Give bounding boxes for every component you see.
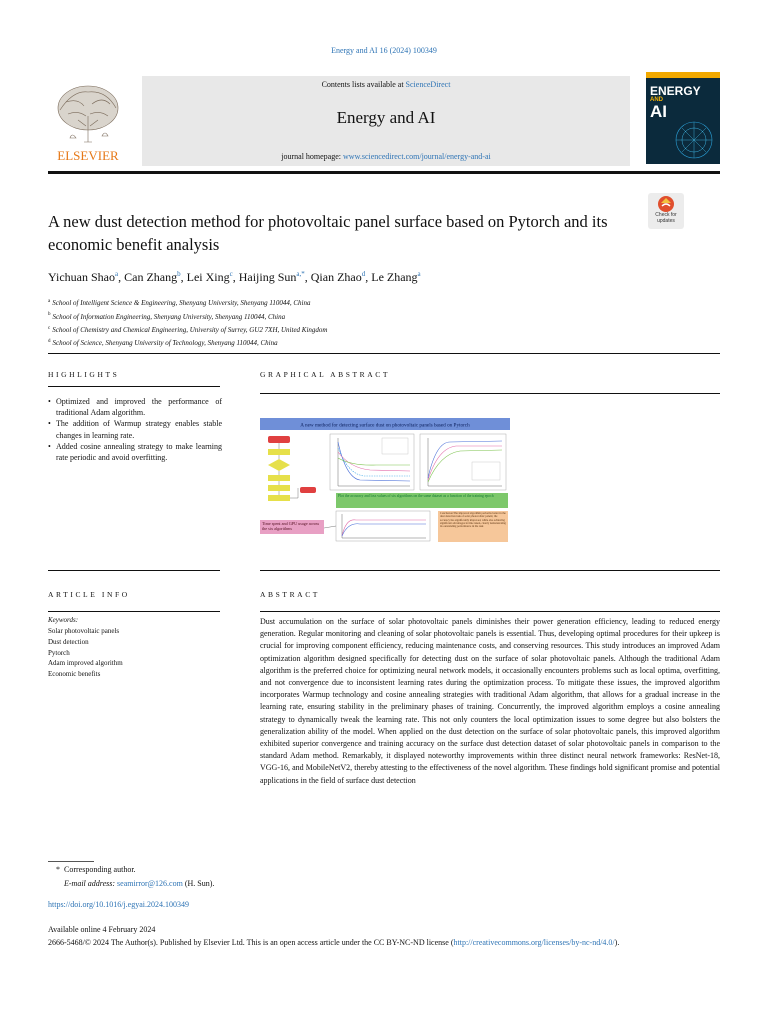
highlight-item: • The addition of Warmup strategy enables stable changes in learning rate. bbox=[48, 418, 222, 440]
affiliation-key: a bbox=[48, 299, 51, 304]
author-name[interactable]: Haijing Sun bbox=[238, 270, 297, 284]
keyword-item: Solar photovoltaic panels bbox=[48, 627, 120, 635]
article-info-rule-top bbox=[48, 570, 220, 571]
graphical-abstract-heading: GRAPHICAL ABSTRACT bbox=[260, 370, 391, 379]
affiliation-text: School of Intelligent Science & Engineering, Shenyang University, Shenyang 110044, China bbox=[52, 299, 311, 308]
homepage-link[interactable]: www.sciencedirect.com/journal/energy-and-ai bbox=[343, 152, 491, 161]
highlight-item: • Optimized and improved the performance of traditional Adam algorithm. bbox=[48, 396, 222, 418]
author-affiliation-marker[interactable]: b bbox=[177, 270, 181, 278]
abstract-heading: ABSTRACT bbox=[260, 590, 320, 599]
footnote-asterisk: * bbox=[56, 865, 60, 874]
ga-flow-step bbox=[268, 485, 290, 491]
copyright-notice bbox=[48, 937, 720, 949]
ga-flow-end bbox=[300, 487, 316, 493]
highlights-heading: HIGHLIGHTS bbox=[48, 370, 120, 379]
ga-loss-legend bbox=[382, 438, 408, 454]
affiliation-item bbox=[48, 296, 327, 309]
ga-time-plot bbox=[336, 511, 430, 541]
graphical-abstract-rule bbox=[260, 393, 720, 394]
affiliation-text: School of Science, Shenyang University of Technology, Shenyang 110044, China bbox=[52, 339, 278, 348]
author-affiliation-marker[interactable]: a bbox=[417, 270, 421, 278]
highlights-list bbox=[48, 396, 222, 463]
affiliation-key: d bbox=[48, 338, 51, 344]
ga-conclusion-text: Conclusion:The improved algorithm performs better in the dust detection task of solar photovoltaic panels; the accuracy has significantly improved, while also achieving significant advantages in time taken, clearly demonstrating its outstanding performance in the task bbox=[440, 512, 506, 529]
keyword-item: Dust detection bbox=[48, 637, 89, 646]
keywords-list bbox=[48, 626, 123, 680]
available-online: Available online 4 February 2024 bbox=[48, 925, 156, 934]
ga-caption-text: Plot the accuracy and loss values of six algorithms on the same dataset as a function of the training epoch bbox=[338, 493, 494, 498]
author-affiliation-marker[interactable]: a,* bbox=[296, 270, 305, 278]
elsevier-logo bbox=[48, 80, 128, 164]
graphical-abstract-svg bbox=[260, 418, 510, 542]
author-affiliation-marker[interactable]: a bbox=[115, 270, 119, 278]
author-list bbox=[48, 270, 421, 285]
copyright-text: 2666-5468/© 2024 The Author(s). Published by Elsevier Ltd. This is an open access article under the CC BY-NC-ND license ( bbox=[48, 938, 454, 947]
email-link[interactable]: seamirror@126.com bbox=[117, 879, 183, 888]
keyword-item: Adam improved algorithm bbox=[48, 659, 123, 668]
corresponding-author-note bbox=[56, 865, 136, 874]
keyword-item: Economic benefits bbox=[48, 670, 101, 679]
article-info-rule bbox=[48, 611, 220, 612]
header-divider bbox=[48, 353, 720, 354]
email-label: E-mail address: bbox=[64, 879, 116, 888]
author-name[interactable]: Lei Xing bbox=[186, 270, 230, 284]
cover-title bbox=[650, 86, 701, 120]
abstract-text: Dust accumulation on the surface of solar photovoltaic panels diminishes their power generation efficiency, leading to reduced energy generation. Regular monitoring and cleaning of solar photovoltaic panels is essential. Thus, developing optimal procedures for their upkeep is crucial for improving component efficiency, reducing maintenance costs, and conserving resources. This study introduces an improved Adam optimization algorithm designed specifically for detecting dust on the surface of solar photovoltaic panels. Although the traditional Adam algorithm is the preferred choice for optimizing neural network models, it occasionally encounters problems such as local optima, overfitting, and not convergence due to inconsistent learning rates during the optimization process. To mitigate these issues, the improved algorithm incorporates Warmup technology and cosine annealing strategies with traditional Adam algorithm, that allows for a gradual increase in the learning rate, ensuring stability in the preliminary phases of training. Concurrently, the improved algorithm employs a cosine annealing strategy to dynamically tweak the learning rate. This not only counters the local optimization issues to some degree but also bolsters the generalization ability of the model. When applied on the dust detection on the surface of solar photovoltaic panels, this improved algorithm exhibited superior convergence and training accuracy on the surface dust detection dataset of solar photovoltaic panels in comparison to the standard Adam method. Remarkably, it displayed noteworthy improvements within three distinct neural network frameworks: ResNet-18, VGG-16, and MobileNetV2, thereby attesting to the effectiveness of the novel algorithm. These findings hold significant promise and potential applications in the field of surface dust detection bbox=[260, 617, 720, 785]
affiliation-list bbox=[48, 296, 327, 349]
corresponding-author-text: Corresponding author. bbox=[64, 865, 136, 874]
ga-banner-text: A new method for detecting surface dust on photovoltaic panels based on Pytorch bbox=[300, 422, 470, 429]
highlights-rule bbox=[48, 386, 220, 387]
ga-flow-step bbox=[268, 475, 290, 481]
ga-flow-step bbox=[268, 495, 290, 501]
sciencedirect-link[interactable]: ScienceDirect bbox=[405, 80, 451, 89]
copyright-end: ). bbox=[614, 938, 620, 947]
journal-reference[interactable]: Energy and AI 16 (2024) 100349 bbox=[331, 46, 437, 55]
author-affiliation-marker[interactable]: d bbox=[361, 270, 366, 278]
check-for-updates-label: Check for updates bbox=[655, 212, 677, 224]
journal-homepage bbox=[142, 152, 630, 161]
keyword-item: Pytorch bbox=[48, 648, 70, 657]
keywords-heading: Keywords: bbox=[48, 616, 79, 624]
elsevier-wordmark: ELSEVIER bbox=[57, 148, 119, 163]
ga-time-label-text: Time spent and GPU usage across the six algorithms bbox=[262, 521, 320, 531]
journal-cover[interactable] bbox=[646, 72, 720, 164]
license-link[interactable]: http://creativecommons.org/licenses/by-nc-nd/4.0/ bbox=[453, 938, 615, 947]
author-name[interactable]: Qian Zhao bbox=[310, 270, 362, 284]
author-separator: , bbox=[304, 270, 311, 284]
affiliation-item bbox=[48, 336, 327, 349]
ga-flow-loop bbox=[290, 488, 298, 498]
author-separator: , bbox=[118, 270, 125, 284]
contents-prefix: Contents lists available at bbox=[321, 80, 406, 89]
affiliation-text: School of Chemistry and Chemical Engineering, University of Surrey, GU2 7XH, United Kingdom bbox=[52, 325, 328, 334]
ga-accuracy-legend bbox=[472, 462, 500, 480]
masthead-rule bbox=[48, 171, 720, 174]
author-name[interactable]: Le Zhang bbox=[371, 270, 418, 284]
ga-flow-step bbox=[268, 449, 290, 455]
author-name[interactable]: Yichuan Shao bbox=[48, 270, 115, 284]
affiliation-key: b bbox=[48, 312, 51, 318]
contents-line bbox=[142, 80, 630, 89]
graphical-abstract-figure[interactable] bbox=[260, 418, 510, 542]
ga-connector bbox=[324, 526, 336, 528]
affiliation-key: c bbox=[48, 325, 51, 331]
email-suffix: (H. Sun). bbox=[182, 879, 215, 888]
cover-title-and: AND bbox=[650, 97, 663, 103]
affiliation-item bbox=[48, 309, 327, 322]
ga-flow-decision bbox=[268, 459, 290, 471]
footnote-rule bbox=[48, 861, 94, 862]
author-affiliation-marker[interactable]: c bbox=[229, 270, 233, 278]
cover-title-ai: AI bbox=[650, 102, 667, 121]
homepage-prefix: journal homepage: bbox=[281, 152, 344, 161]
abstract-rule bbox=[260, 611, 720, 612]
affiliation-item bbox=[48, 323, 327, 336]
journal-name: Energy and AI bbox=[336, 108, 436, 127]
author-name[interactable]: Can Zhang bbox=[124, 270, 178, 284]
email-note bbox=[64, 879, 214, 888]
author-separator: , bbox=[232, 270, 239, 284]
ga-flow-start bbox=[268, 436, 290, 443]
article-info-heading: ARTICLE INFO bbox=[48, 590, 130, 599]
abstract-rule-top bbox=[260, 570, 720, 571]
affiliation-text: School of Information Engineering, Shenyang University, Shenyang 110044, China bbox=[52, 312, 286, 321]
author-separator: , bbox=[365, 270, 372, 284]
author-separator: , bbox=[180, 270, 187, 284]
article-title: A new dust detection method for photovoltaic panel surface based on Pytorch and its economic benefit analysis bbox=[48, 212, 608, 254]
cover-title-energy: ENERGY bbox=[650, 84, 701, 98]
doi-link[interactable]: https://doi.org/10.1016/j.egyai.2024.100349 bbox=[48, 900, 189, 909]
elsevier-tree-icon bbox=[48, 80, 128, 164]
highlight-item: • Added cosine annealing strategy to make learning rate periodic and avoid overfitting. bbox=[48, 441, 222, 463]
